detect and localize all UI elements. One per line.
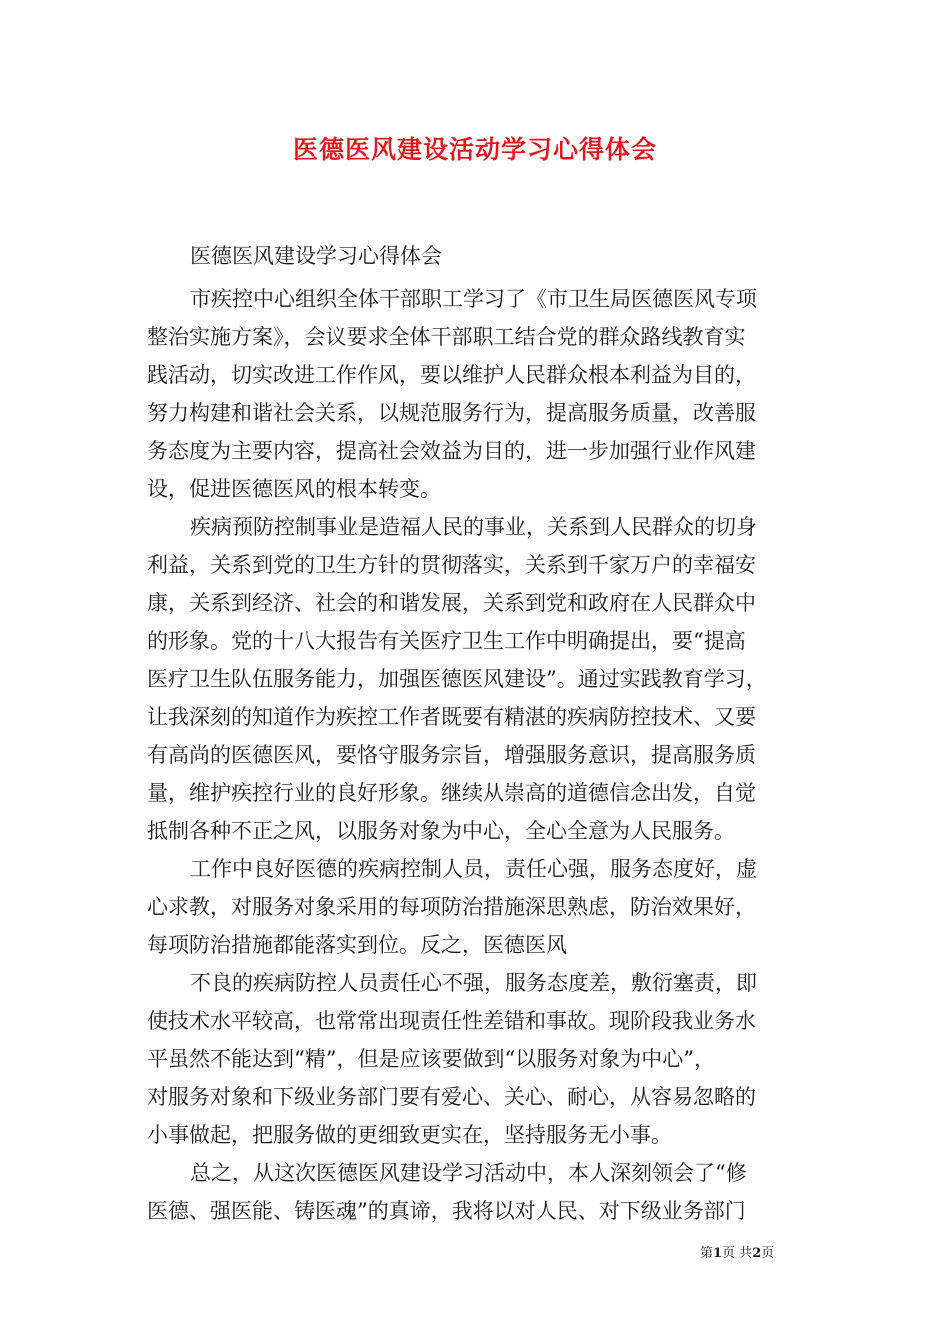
footer-prefix: 第	[700, 1246, 714, 1261]
page-number-footer	[700, 1245, 820, 1263]
footer-current-page: 1	[713, 1246, 723, 1261]
body-line: 总之，从这次医德医风建设学习活动中，本人深刻领会了“修	[190, 1161, 747, 1185]
body-line: 康，关系到经济、社会的和谐发展，关系到党和政府在人民群众中	[147, 591, 756, 615]
body-line: 让我深刻的知道作为疾控工作者既要有精湛的疾病防控技术、又要	[147, 705, 756, 729]
body-line: 践活动，切实改进工作作风，要以维护人民群众根本利益为目的，	[147, 363, 756, 387]
footer-suffix: 页	[761, 1246, 775, 1261]
body-line: 医德、强医能、铸医魂”的真谛，我将以对人民、对下级业务部门	[147, 1199, 746, 1223]
body-line: 心求教，对服务对象采用的每项防治措施深思熟虑，防治效果好，	[147, 895, 756, 919]
body-line: 小事做起，把服务做的更细致更实在，坚持服务无小事。	[147, 1123, 672, 1147]
body-line: 的形象。党的十八大报告有关医疗卫生工作中明确提出，要“提高	[147, 629, 746, 653]
body-line: 平虽然不能达到“精”，但是应该要做到“以服务对象为中心”，	[147, 1047, 715, 1071]
body-line: 工作中良好医德的疾病控制人员，责任心强，服务态度好，虚	[190, 857, 757, 881]
body-line: 努力构建和谐社会关系，以规范服务行为，提高服务质量，改善服	[147, 401, 756, 425]
body-line: 设，促进医德医风的根本转变。	[147, 477, 441, 501]
body-line: 医疗卫生队伍服务能力，加强医德医风建设”。通过实践教育学习，	[147, 667, 767, 691]
body-line: 使技术水平较高，也常常出现责任性差错和事故。现阶段我业务水	[147, 1009, 756, 1033]
document-title: 医德医风建设活动学习心得体会	[292, 135, 657, 164]
document-subtitle: 医德医风建设学习心得体会	[190, 244, 442, 268]
body-line: 利益，关系到党的卫生方针的贯彻落实，关系到千家万户的幸福安	[147, 553, 756, 577]
body-line: 疾病预防控制事业是造福人民的事业，关系到人民群众的切身	[190, 515, 757, 539]
body-line: 量，维护疾控行业的良好形象。继续从崇高的道德信念出发，自觉	[147, 781, 756, 805]
body-line: 对服务对象和下级业务部门要有爱心、关心、耐心，从容易忽略的	[147, 1085, 756, 1109]
body-line: 不良的疾病防控人员责任心不强，服务态度差，敷衍塞责，即	[190, 971, 757, 995]
footer-total-pages: 2	[752, 1246, 762, 1261]
body-line: 整治实施方案》，会议要求全体干部职工结合党的群众路线教育实	[147, 325, 746, 349]
footer-middle: 页 共	[722, 1246, 753, 1261]
body-line: 市疾控中心组织全体干部职工学习了《市卫生局医德医风专项	[190, 287, 757, 311]
body-line: 每项防治措施都能落实到位。反之，医德医风	[147, 933, 567, 957]
body-line: 抵制各种不正之风，以服务对象为中心，全心全意为人民服务。	[147, 819, 735, 843]
body-line: 务态度为主要内容，提高社会效益为目的，进一步加强行业作风建	[147, 439, 756, 463]
body-line: 有高尚的医德医风，要恪守服务宗旨，增强服务意识，提高服务质	[147, 743, 756, 767]
